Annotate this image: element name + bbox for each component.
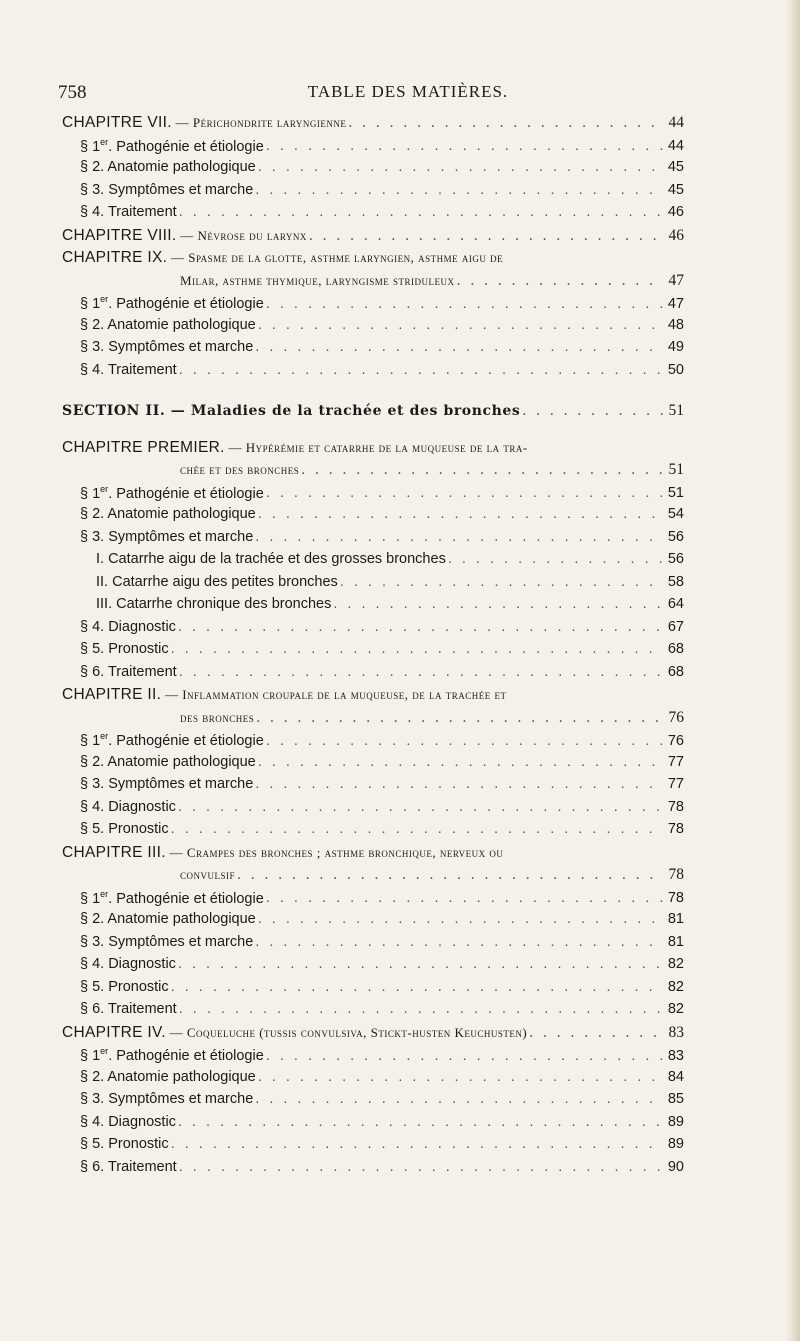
paragraph-entry <box>62 1159 684 1182</box>
page-ref: 68 <box>667 641 684 657</box>
paragraph-entry <box>62 934 684 957</box>
dot-leader <box>255 182 663 198</box>
page-ref: 77 <box>667 776 684 792</box>
entry-text: des bronches <box>180 709 255 725</box>
page-edge-shadow <box>786 0 800 1341</box>
entry-text: § 5. Pronostic <box>80 978 169 995</box>
chapter-heading <box>62 114 346 132</box>
page-ref: 51 <box>668 402 684 419</box>
page-ref: 54 <box>667 506 684 522</box>
dot-leader <box>237 866 663 884</box>
entry-text: § 2. Anatomie pathologique <box>80 753 256 770</box>
dot-leader <box>266 138 663 154</box>
dot-leader <box>255 1091 663 1107</box>
chapter-label: CHAPITRE IX. <box>62 249 168 266</box>
paragraph-entry <box>62 159 684 182</box>
page-ref: 47 <box>667 295 684 312</box>
paragraph-entry <box>62 956 684 979</box>
entry-text: § 3. Symptômes et marche <box>80 933 254 950</box>
paragraph-entry <box>62 339 684 362</box>
entry-text: § 4. Diagnostic <box>80 618 176 635</box>
chapter-title: — Névrose du larynx <box>176 227 307 243</box>
page-ref: 68 <box>667 663 684 680</box>
dot-leader <box>255 934 663 950</box>
page-ref: 45 <box>667 181 684 198</box>
dot-leader <box>333 596 663 612</box>
page-ref: 46 <box>668 226 684 244</box>
page-ref: 90 <box>667 1158 684 1175</box>
entry-text: § 3. Symptômes et marche <box>80 1091 254 1107</box>
chapter-title-continuation <box>62 461 684 484</box>
page-ref: 82 <box>667 956 684 972</box>
page-ref: 83 <box>668 1023 684 1041</box>
dot-leader <box>258 911 663 927</box>
entry-text: III. Catarrhe chronique des bronches <box>96 596 332 612</box>
dot-leader <box>457 272 663 290</box>
page-ref: 76 <box>668 708 684 726</box>
page-ref: 89 <box>667 1113 684 1130</box>
dot-leader <box>301 461 663 479</box>
sub-entry <box>62 574 684 597</box>
paragraph-entry <box>62 731 684 754</box>
page-ref: 81 <box>667 911 684 927</box>
chapter-heading <box>62 686 506 704</box>
entry-text: § 3. Symptômes et marche <box>80 181 254 198</box>
paragraph-entry <box>62 137 684 160</box>
page-ref: 56 <box>667 528 684 545</box>
entry-text: chée et des bronches <box>180 462 300 477</box>
dot-leader <box>522 402 663 420</box>
dot-leader <box>258 159 663 175</box>
chapter-title: — Crampes des bronches ; asthme bronchique, nerveux ou <box>165 844 504 860</box>
dot-leader <box>529 1024 663 1042</box>
dot-leader <box>256 709 663 727</box>
chapter-label: CHAPITRE PREMIER. <box>62 438 225 456</box>
section-entry <box>62 402 684 425</box>
dot-leader <box>255 529 663 545</box>
paragraph-entry <box>62 821 684 844</box>
paragraph-entry <box>62 484 684 507</box>
spacer <box>62 384 684 390</box>
entry-text: § 1er. Pathogénie et étiologie <box>80 731 264 749</box>
dot-leader <box>178 956 663 972</box>
dot-leader <box>178 1114 663 1130</box>
dot-leader <box>258 1069 663 1085</box>
entry-text: Milar, asthme thymique, laryngisme striduleux <box>180 272 455 288</box>
sub-entry <box>62 551 684 574</box>
entry-text: § 2. Anatomie pathologique <box>80 316 256 333</box>
entry-text: § 6. Traitement <box>80 663 177 680</box>
chapter-heading <box>62 227 307 245</box>
page-number: 758 <box>58 82 87 103</box>
entry-text: § 3. Symptômes et marche <box>80 339 254 355</box>
dot-leader <box>179 1159 663 1175</box>
chapter-label: CHAPITRE VII. <box>62 114 172 131</box>
page-ref: 64 <box>667 596 684 612</box>
dot-leader <box>258 754 663 770</box>
page-ref: 84 <box>667 1068 684 1085</box>
entry-text: § 3. Symptômes et marche <box>80 528 254 545</box>
page-ref: 44 <box>668 114 684 131</box>
dot-leader <box>255 339 663 355</box>
chapter-label: CHAPITRE VIII. <box>62 226 177 244</box>
entry-text: § 2. Anatomie pathologique <box>80 911 256 927</box>
paragraph-entry <box>62 754 684 777</box>
chapter-label: CHAPITRE IV. <box>62 1023 166 1041</box>
chapter-entry <box>62 686 684 709</box>
page-ref: 46 <box>667 204 684 220</box>
paragraph-entry <box>62 1136 684 1159</box>
paragraph-entry <box>62 1001 684 1024</box>
chapter-heading <box>62 439 528 457</box>
chapter-label: CHAPITRE II. <box>62 686 162 703</box>
page-ref: 89 <box>667 1136 684 1152</box>
entry-text: § 6. Traitement <box>80 1001 177 1017</box>
chapter-entry <box>62 114 684 137</box>
page-ref: 82 <box>667 1001 684 1017</box>
entry-text: § 4. Diagnostic <box>80 956 176 972</box>
page-ref: 47 <box>668 271 684 289</box>
dot-leader <box>348 114 663 132</box>
chapter-title: — Inflammation croupale de la muqueuse, de la trachée et <box>161 687 507 702</box>
running-title: TABLE DES MATIÈRES. <box>307 82 509 101</box>
entry-text: § 1er. Pathogénie et étiologie <box>80 888 264 907</box>
page-ref: 78 <box>668 866 684 883</box>
dot-leader <box>258 317 663 333</box>
paragraph-entry <box>62 619 684 642</box>
entry-text: § 1er. Pathogénie et étiologie <box>80 1046 264 1064</box>
dot-leader <box>266 733 663 749</box>
entry-text: II. Catarrhe aigu des petites bronches <box>96 573 338 590</box>
chapter-title-continuation <box>62 709 684 732</box>
dot-leader <box>255 776 663 792</box>
page-ref: 83 <box>667 1047 684 1064</box>
dot-leader <box>171 641 663 657</box>
dot-leader <box>178 799 663 815</box>
page-ref: 49 <box>667 339 684 355</box>
paragraph-entry <box>62 1069 684 1092</box>
paragraph-entry <box>62 979 684 1002</box>
entry-text: convulsif <box>180 867 236 882</box>
entry-text: § 6. Traitement <box>80 1158 177 1175</box>
page-ref: 56 <box>667 551 684 567</box>
page-ref: 78 <box>667 890 684 907</box>
paragraph-entry <box>62 1046 684 1069</box>
page-header <box>58 82 758 112</box>
page-ref: 44 <box>667 138 684 155</box>
paragraph-entry <box>62 799 684 822</box>
entry-text: § 5. Pronostic <box>80 641 169 657</box>
paragraph-entry <box>62 529 684 552</box>
dot-leader <box>258 506 663 522</box>
paragraph-entry <box>62 506 684 529</box>
dot-leader <box>171 1136 663 1152</box>
dot-leader <box>309 227 663 245</box>
paragraph-entry <box>62 911 684 934</box>
entry-text: § 5. Pronostic <box>80 821 169 837</box>
paragraph-entry <box>62 362 684 385</box>
paragraph-entry <box>62 664 684 687</box>
section-title: SECTION II. — Maladies de la trachée et des bronches <box>62 403 521 419</box>
paragraph-entry <box>62 1114 684 1137</box>
entry-text: § 4. Traitement <box>80 204 177 220</box>
dot-leader <box>340 574 663 590</box>
entry-text: § 5. Pronostic <box>80 1136 169 1152</box>
chapter-title: — Coqueluche (tussis convulsiva, Stickt-husten Keuchusten) <box>165 1024 528 1040</box>
page-ref: 81 <box>667 933 684 950</box>
chapter-entry <box>62 227 684 250</box>
page-ref: 76 <box>667 732 684 749</box>
chapter-title-continuation <box>62 866 684 889</box>
paragraph-entry <box>62 641 684 664</box>
paragraph-entry <box>62 776 684 799</box>
page-ref: 85 <box>667 1091 684 1107</box>
paragraph-entry <box>62 294 684 317</box>
paragraph-entry <box>62 889 684 912</box>
page-ref: 67 <box>667 618 684 635</box>
chapter-title: — Périchondrite laryngienne <box>171 115 347 130</box>
page-ref: 77 <box>667 753 684 770</box>
chapter-title: — Spasme de la glotte, asthme laryngien, asthme aigu de <box>167 250 504 265</box>
entry-text: § 1er. Pathogénie et étiologie <box>80 136 264 155</box>
entry-text: § 4. Diagnostic <box>80 798 176 815</box>
page-ref: 51 <box>668 461 684 478</box>
entry-text: § 2. Anatomie pathologique <box>80 1068 256 1085</box>
page-ref: 48 <box>667 316 684 333</box>
dot-leader <box>179 362 663 378</box>
entry-text: § 2. Anatomie pathologique <box>80 159 256 175</box>
paragraph-entry <box>62 182 684 205</box>
chapter-title: — Hypérémie et catarrhe de la muqueuse de la tra- <box>224 439 528 455</box>
entry-text: § 2. Anatomie pathologique <box>80 506 256 522</box>
page-ref: 45 <box>667 159 684 175</box>
dot-leader <box>448 551 663 567</box>
page-ref: 78 <box>667 821 684 837</box>
page-ref: 58 <box>667 573 684 590</box>
dot-leader <box>266 890 663 906</box>
chapter-entry <box>62 1024 684 1047</box>
paragraph-entry <box>62 317 684 340</box>
chapter-heading <box>62 249 503 267</box>
dot-leader <box>178 619 663 635</box>
chapter-label: CHAPITRE III. <box>62 843 166 861</box>
sub-entry <box>62 596 684 619</box>
dot-leader <box>266 1048 663 1064</box>
page-ref: 82 <box>667 978 684 995</box>
chapter-heading <box>62 1024 527 1042</box>
dot-leader <box>179 664 663 680</box>
paragraph-entry <box>62 204 684 227</box>
page-ref: 51 <box>667 485 684 502</box>
dot-leader <box>266 485 663 501</box>
chapter-entry <box>62 844 684 867</box>
entry-text: I. Catarrhe aigu de la trachée et des grosses bronches <box>96 551 446 567</box>
table-of-contents <box>62 114 684 1181</box>
entry-text: § 4. Diagnostic <box>80 1113 176 1130</box>
chapter-entry <box>62 439 684 462</box>
dot-leader <box>179 204 663 220</box>
paragraph-entry <box>62 1091 684 1114</box>
page-ref: 50 <box>667 361 684 378</box>
page-ref: 78 <box>667 798 684 815</box>
dot-leader <box>171 821 663 837</box>
dot-leader <box>266 296 663 312</box>
entry-text: § 1er. Pathogénie et étiologie <box>80 483 264 502</box>
entry-text: § 4. Traitement <box>80 361 177 378</box>
dot-leader <box>179 1001 663 1017</box>
chapter-title-continuation <box>62 272 684 295</box>
entry-text: § 1er. Pathogénie et étiologie <box>80 294 264 312</box>
dot-leader <box>171 979 663 995</box>
entry-text: § 3. Symptômes et marche <box>80 776 254 792</box>
chapter-heading <box>62 844 503 862</box>
chapter-entry <box>62 249 684 272</box>
